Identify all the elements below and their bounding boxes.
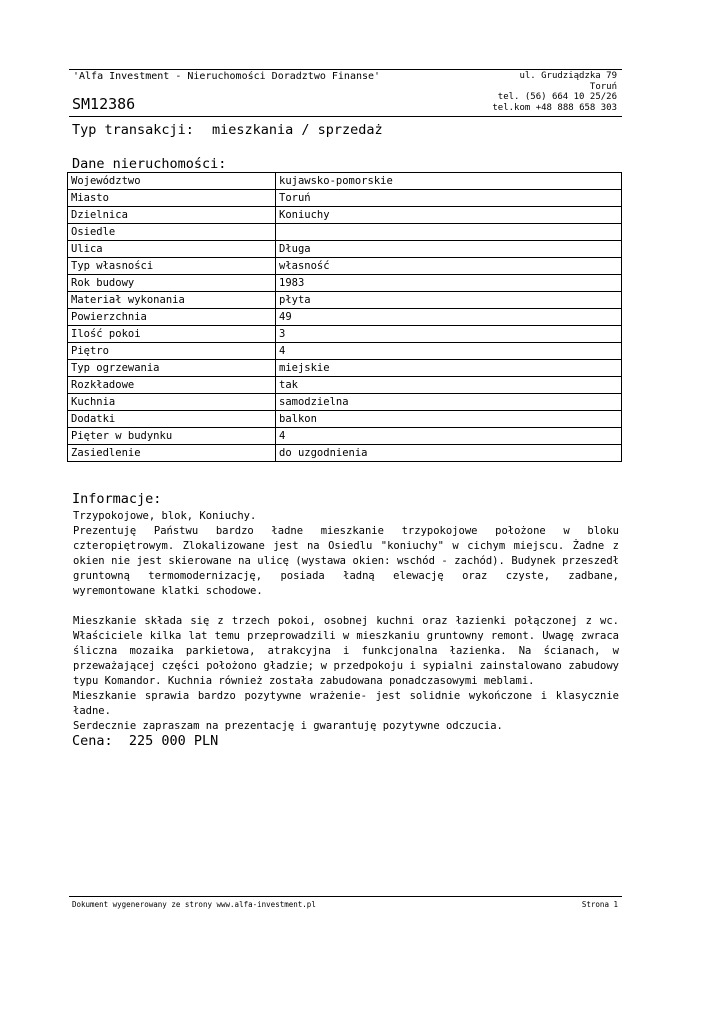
property-key: Materiał wykonania xyxy=(68,292,276,309)
table-row xyxy=(68,377,622,394)
property-key: Zasiedlenie xyxy=(68,445,276,462)
price-value: 225 000 PLN xyxy=(128,733,219,749)
price-label: Cena: xyxy=(72,733,113,749)
property-key: Powierzchnia xyxy=(68,309,276,326)
table-row xyxy=(68,394,622,411)
property-key: Osiedle xyxy=(68,224,276,241)
table-row xyxy=(68,224,622,241)
property-key: Rozkładowe xyxy=(68,377,276,394)
table-row xyxy=(68,173,622,190)
property-table xyxy=(67,172,622,462)
property-value: miejskie xyxy=(276,360,622,377)
property-value: 3 xyxy=(276,326,622,343)
footer-source: Dokument wygenerowany ze strony www.alfa-investment.pl xyxy=(72,900,316,909)
table-row xyxy=(68,207,622,224)
info-line: Mieszkanie składa się z trzech pokoi, osobnej kuchni oraz łazienki połączonej z wc. Właściciele kilka lat temu przeprowadzili w mieszkaniu gruntowny remont. Uwagę zwraca śliczna mozaika parkietowa, atrakcyjna i funkcjonalna łazienka. Na ścianach, w przeważającej części położono gładzie; w przedpokoju i sypialni zainstalowano zabudowy typu Komandor. Kuchnia również została zabudowana ponadczasowymi meblami. xyxy=(73,615,619,687)
transaction-value: mieszkania / sprzedaż xyxy=(212,122,383,138)
table-row xyxy=(68,190,622,207)
property-value: własność xyxy=(276,258,622,275)
table-row xyxy=(68,411,622,428)
table-row xyxy=(68,445,622,462)
footer-rule xyxy=(69,896,622,897)
property-value: 4 xyxy=(276,428,622,445)
table-row xyxy=(68,360,622,377)
table-row xyxy=(68,343,622,360)
header-top-rule xyxy=(69,69,622,70)
footer-page-number: Strona 1 xyxy=(581,900,618,909)
property-table-body xyxy=(68,173,622,462)
property-value: 49 xyxy=(276,309,622,326)
property-key: Województwo xyxy=(68,173,276,190)
property-key: Pięter w budynku xyxy=(68,428,276,445)
property-key: Dzielnica xyxy=(68,207,276,224)
company-name: 'Alfa Investment - Nieruchomości Doradztwo Finanse' xyxy=(73,71,381,82)
contact-address: ul. Grudziądzka 79 xyxy=(519,71,617,81)
info-line: Mieszkanie sprawia bardzo pozytywne wrażenie- jest solidnie wykończone i klasycznie ładne. xyxy=(73,690,619,717)
table-row xyxy=(68,292,622,309)
property-key: Typ własności xyxy=(68,258,276,275)
property-value: kujawsko-pomorskie xyxy=(276,173,622,190)
contact-mobile: tel.kom +48 888 658 303 xyxy=(492,102,617,113)
property-value: Długa xyxy=(276,241,622,258)
info-heading: Informacje: xyxy=(72,491,162,507)
property-key: Typ ogrzewania xyxy=(68,360,276,377)
info-text xyxy=(73,509,619,734)
property-key: Piętro xyxy=(68,343,276,360)
table-row xyxy=(68,258,622,275)
property-key: Ilość pokoi xyxy=(68,326,276,343)
property-value xyxy=(276,224,622,241)
property-key: Rok budowy xyxy=(68,275,276,292)
header-bottom-rule xyxy=(69,116,622,117)
paragraph-gap xyxy=(73,599,619,614)
property-key: Kuchnia xyxy=(68,394,276,411)
property-value: Toruń xyxy=(276,190,622,207)
contact-city: Toruń xyxy=(589,81,617,92)
property-heading: Dane nieruchomości: xyxy=(72,156,227,172)
property-key: Miasto xyxy=(68,190,276,207)
transaction-label: Typ transakcji: xyxy=(72,122,194,138)
table-row xyxy=(68,275,622,292)
property-key: Ulica xyxy=(68,241,276,258)
table-row xyxy=(68,241,622,258)
info-line: Serdecznie zapraszam na prezentację i gwarantuję pozytywne odczucia. xyxy=(73,720,503,732)
info-line: Prezentuję Państwu bardzo ładne mieszkanie trzypokojowe położone w bloku czteropiętrowym. Zlokalizowane jest na Osiedlu "koniuchy" w cichym miejscu. Żadne z okien nie jest skierowane na ulicę (wystawa okien: wschód - zachód). Budynek przeszedł gruntowną termomodernizację, posiada ładną elewację oraz czyste, zadbane, wyremontowane klatki schodowe. xyxy=(73,525,619,597)
offer-reference: SM12386 xyxy=(72,95,136,113)
table-row xyxy=(68,428,622,445)
property-value: płyta xyxy=(276,292,622,309)
property-value: tak xyxy=(276,377,622,394)
contact-phone: tel. (56) 664 10 25/26 xyxy=(497,92,617,102)
property-value: 1983 xyxy=(276,275,622,292)
property-value: samodzielna xyxy=(276,394,622,411)
info-line: Trzypokojowe, blok, Koniuchy. xyxy=(73,510,257,522)
contact-block xyxy=(492,71,617,113)
property-value: 4 xyxy=(276,343,622,360)
property-value: Koniuchy xyxy=(276,207,622,224)
price xyxy=(72,733,218,749)
table-row xyxy=(68,309,622,326)
property-value: balkon xyxy=(276,411,622,428)
property-value: do uzgodnienia xyxy=(276,445,622,462)
table-row xyxy=(68,326,622,343)
property-key: Dodatki xyxy=(68,411,276,428)
